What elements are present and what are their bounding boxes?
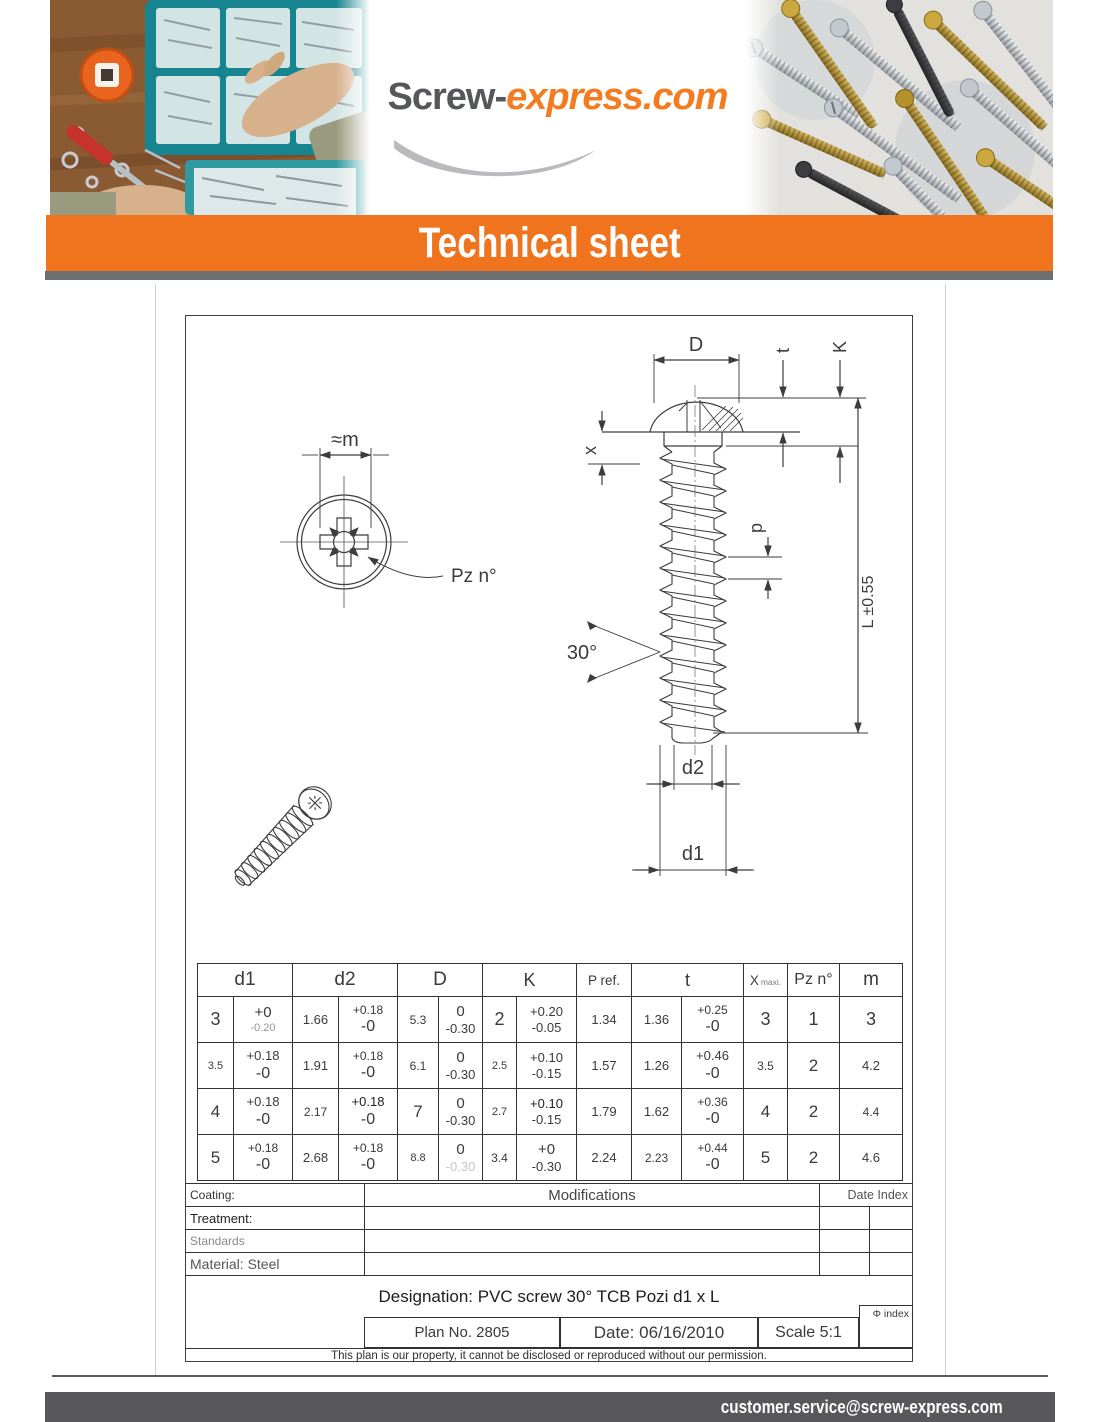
standards-label: Standards <box>185 1230 365 1253</box>
table-row: 3.5 +0.18 -0 1.91 +0.18 -0 6.1 0 -0.30 2.5 +0.10 -0.15 1.57 1.26 +0.46 -0 3.5 2 4.2 <box>198 1043 903 1089</box>
index-cell <box>870 1207 913 1230</box>
date-index-label: Date Index <box>820 1184 913 1207</box>
dim-label-m: ≈m <box>331 429 359 451</box>
workbench-photo-illustration <box>50 0 370 215</box>
modifications-cell <box>365 1230 820 1253</box>
photo-edge-fade <box>336 0 370 215</box>
dim-label-D: D <box>688 334 704 356</box>
col-header-K: K <box>483 964 577 997</box>
coating-label: Coating: <box>185 1184 365 1207</box>
dim-label-x: x <box>580 446 600 455</box>
dim-label-p: p <box>746 522 766 533</box>
modifications-block <box>185 1183 913 1276</box>
dim-label-K: K <box>830 340 850 353</box>
technical-drawing <box>185 315 913 963</box>
col-header-t: t <box>632 964 744 997</box>
scale-cell: Scale 5:1 <box>758 1317 859 1348</box>
footer-bar <box>45 1392 1055 1422</box>
header-photo-screws <box>745 0 1053 215</box>
col-header-d1: d1 <box>198 964 293 997</box>
date-cell <box>820 1230 870 1253</box>
index-cell <box>870 1230 913 1253</box>
dim-label-angle: 30° <box>566 642 598 664</box>
table-row: 3 +0 -0.20 1.66 +0.18 -0 5.3 0 -0.30 2 +0.20 -0.05 1.34 1.36 +0.25 -0 3 1 3 <box>198 997 903 1043</box>
col-header-D: D <box>398 964 483 997</box>
contact-email: customer.service@screw-express.com <box>721 1396 1003 1417</box>
brand-logo <box>370 76 745 119</box>
footer-divider <box>52 1375 1048 1377</box>
modifications-cell <box>365 1207 820 1230</box>
page-margin-line-left <box>155 284 156 1376</box>
table-header-row <box>198 964 903 997</box>
table-row: 4 +0.18 -0 2.17 +0.18 -0 7 0 -0.30 2.7 +0.10 -0.15 1.79 1.62 +0.36 -0 4 2 4.4 <box>198 1089 903 1135</box>
photo-edge-fade <box>745 0 779 215</box>
logo-text-orange: express.com <box>506 76 728 118</box>
logo-swoosh <box>390 134 610 186</box>
material-label: Material: Steel <box>185 1253 365 1276</box>
modifications-cell <box>365 1253 820 1276</box>
table-row: 5 +0.18 -0 2.68 +0.18 -0 8.8 0 -0.30 3.4 +0 -0.30 2.24 2.23 +0.44 -0 5 2 4.6 <box>198 1135 903 1181</box>
plan-number-cell: Plan No. 2805 <box>364 1317 560 1348</box>
property-note: This plan is our property, it cannot be disclosed or reproduced without our permission. <box>185 1348 913 1362</box>
banner-title: Technical sheet <box>418 218 681 267</box>
date-cell <box>820 1207 870 1230</box>
dim-label-d2: d2 <box>681 757 705 779</box>
col-header-x-maxi: X maxi. <box>744 964 788 997</box>
col-header-d2: d2 <box>293 964 398 997</box>
phi-index-cell: Φ index <box>859 1305 913 1348</box>
technical-sheet-banner <box>46 215 1053 271</box>
modifications-label: Modifications <box>365 1184 820 1207</box>
index-cell <box>870 1253 913 1276</box>
treatment-label: Treatment: <box>185 1207 365 1230</box>
dim-label-t: t <box>773 347 793 353</box>
header-photo-workbench <box>50 0 370 215</box>
logo-text-gray: Screw- <box>387 76 507 118</box>
col-header-pz: Pz n° <box>788 964 840 997</box>
dim-label-d1: d1 <box>681 843 705 865</box>
logo-zone <box>370 0 745 215</box>
date-value-cell: Date: 06/16/2010 <box>560 1317 758 1348</box>
designation-row: Designation: PVC screw 30° TCB Pozi d1 x L <box>378 1286 720 1306</box>
screw-3d-illustration <box>226 780 338 894</box>
banner-underline-strip <box>45 271 1053 280</box>
screws-photo-illustration <box>745 0 1053 215</box>
dim-label-pz: Pz n° <box>451 566 497 587</box>
dim-label-L: L ±0.55 <box>860 575 877 629</box>
date-cell <box>820 1253 870 1276</box>
col-header-m: m <box>840 964 903 997</box>
page-margin-line-right <box>945 284 946 1376</box>
dimension-table <box>197 963 903 1181</box>
col-header-p-ref: P ref. <box>577 964 632 997</box>
